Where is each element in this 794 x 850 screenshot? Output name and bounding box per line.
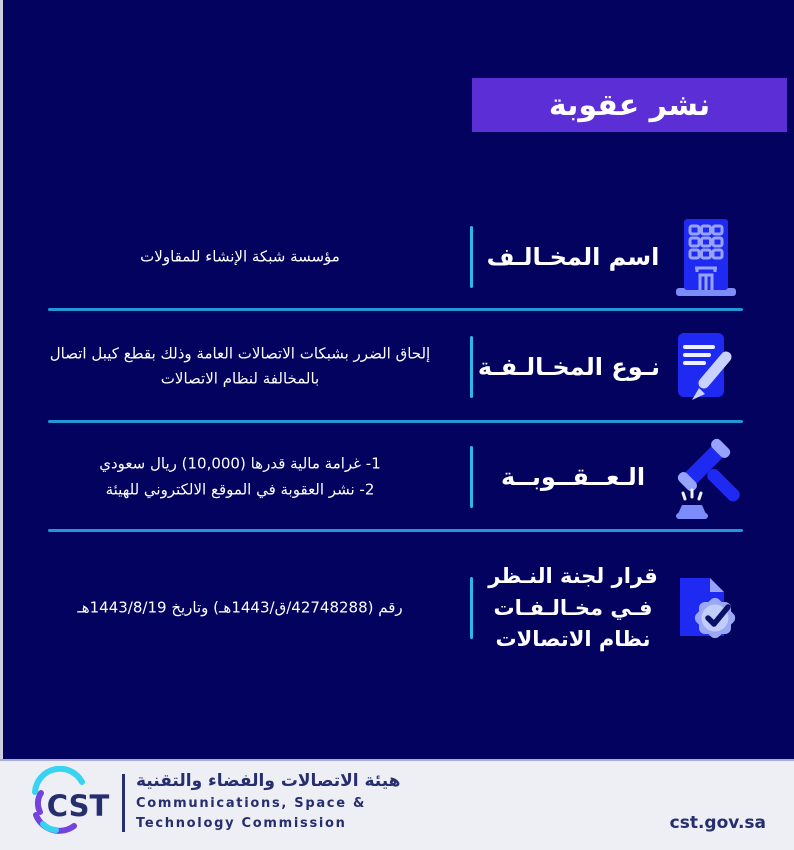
decision-number-value: رقم (42748288/ق/1443هـ) وتاريخ 1443/8/19هـ — [77, 598, 403, 617]
gavel-icon — [668, 435, 744, 519]
logo-arc-left-purple — [38, 793, 41, 812]
website-url: cst.gov.sa — [669, 813, 766, 833]
violator-name-value: مؤسسة شبكة الإنشاء للمقاولات — [140, 247, 340, 266]
row-divider — [48, 420, 743, 423]
organization-name-arabic: هيئة الاتصالات والفضاء والتقنية — [136, 771, 401, 791]
decision-label-line-1: قرار لجنة النـظر — [488, 563, 658, 588]
decision-label-line-3: نظام الاتصالات — [495, 626, 651, 651]
organization-name-english: Communications, Space & Technology Commission — [136, 796, 366, 831]
cst-logo — [26, 766, 118, 846]
penalty-value — [26, 452, 454, 503]
vertical-separator — [470, 336, 473, 398]
decision-label-line-2: فـي مخـالـفـات — [493, 595, 653, 620]
logo-arc-bottom-cyan — [43, 824, 56, 830]
organization-name — [136, 771, 400, 833]
footer-logo-divider — [122, 774, 125, 832]
penalty-item-1: 1- غرامة مالية قدرها (10,000) ريال سعودي — [99, 454, 381, 473]
row-label-penalty: الـعــقــوبــة — [500, 463, 646, 491]
row-divider — [48, 308, 743, 311]
title-banner — [472, 78, 787, 132]
footer — [0, 759, 794, 850]
vertical-separator — [470, 577, 473, 639]
row-label-violator-name: اسم المخـالـف — [486, 243, 660, 271]
violation-type-value: إلحاق الضرر بشبكات الاتصالات العامة وذلك بقطع كيبل اتصال بالمخالفة لنظام الاتصالات — [49, 344, 431, 388]
vertical-separator — [470, 226, 473, 288]
page-title: نشر عقوبة — [548, 87, 711, 123]
row-penalty — [0, 424, 794, 530]
row-label-violation-type: نـوع المخـالـفـة — [477, 352, 660, 381]
document-pen-icon — [668, 325, 744, 409]
row-violation-type — [0, 312, 794, 421]
row-violator-name — [0, 205, 794, 309]
approved-document-icon — [668, 566, 744, 650]
building-icon — [668, 215, 744, 299]
logo-text: CST — [46, 789, 110, 823]
row-label-committee-decision — [486, 561, 660, 656]
row-divider — [48, 529, 743, 532]
vertical-separator — [470, 446, 473, 508]
penalty-item-2: 2- نشر العقوبة في الموقع الالكتروني للهيئة — [105, 480, 375, 498]
row-committee-decision — [0, 533, 794, 683]
